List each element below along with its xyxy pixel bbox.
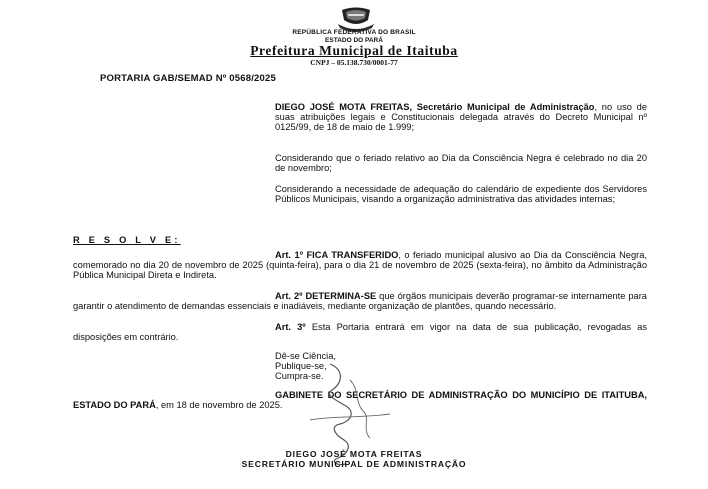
header-cnpj: CNPJ – 05.138.730/0001-77 (310, 58, 398, 67)
office-date: , em 18 de novembro de 2025. (155, 400, 283, 411)
article-2-label: Art. 2º DETERMINA-SE (275, 291, 377, 301)
office-name: GABINETE DO SECRETÁRIO DE ADMINISTRAÇÃO DO MUNICÍPIO DE ITAITUBA, ESTADO DO PARÁ (73, 390, 647, 411)
closing-line-3: Cumpra-se. (275, 371, 324, 381)
intro-signer: DIEGO JOSÉ MOTA FREITAS, Secretário Municipal de Administração (275, 102, 595, 112)
closing-line-2: Publique-se, (275, 361, 327, 371)
header-city-hall: Prefeitura Municipal de Itaituba (250, 43, 458, 58)
considering-2: Considerando a necessidade de adequação do calendário de expediente dos Servidores Públicos Municipais, visando a organização administrativa das atividades internas; (275, 184, 647, 205)
document-number: PORTARIA GAB/SEMAD Nº 0568/2025 (100, 73, 276, 84)
article-1 (73, 250, 647, 281)
article-1-text: , o feriado municipal alusivo ao Dia da Consciência Negra, comemorado no dia 20 de novembro de 2025 (quinta-feira), para o dia 21 de novembro de 2025 (sexta-feira), no âmbito da Administração Pública Municipal Direta e Indireta. (73, 250, 647, 281)
signer-name: DIEGO JOSÉ MOTA FREITAS (285, 449, 423, 459)
signer-role: SECRETÁRIO MUNICIPAL DE ADMINISTRAÇÃO (241, 459, 467, 469)
article-2-text: que órgãos municipais deverão programar-se internamente para garantir o atendimento de demandas essenciais e inadiáveis, mediante organização de plantões, quando necessário. (73, 291, 647, 312)
article-3-label: Art. 3º (275, 322, 306, 332)
article-1-label: Art. 1º FICA TRANSFERIDO (275, 250, 399, 260)
article-3 (73, 322, 647, 342)
intro-paragraph (275, 102, 647, 133)
intro-text: , no uso de suas atribuições legais e Constitucionais delegada através do Decreto Municipal nº 0125/99, de 18 de maio de 1.999; (275, 102, 647, 133)
header-state: ESTADO DO PARÁ (325, 37, 383, 44)
closing-line-1: Dê-se Ciência, (275, 351, 336, 361)
considering-1: Considerando que o feriado relativo ao Dia da Consciência Negra é celebrado no dia 20 de novembro; (275, 153, 647, 174)
resolve-heading: R E S O L V E: (73, 235, 181, 245)
article-2 (73, 291, 647, 311)
article-3-text: Esta Portaria entrará em vigor na data de sua publicação, revogadas as disposições em contrário. (73, 322, 647, 343)
header-republic: REPÚBLICA FEDERATIVA DO BRASIL (292, 29, 416, 36)
